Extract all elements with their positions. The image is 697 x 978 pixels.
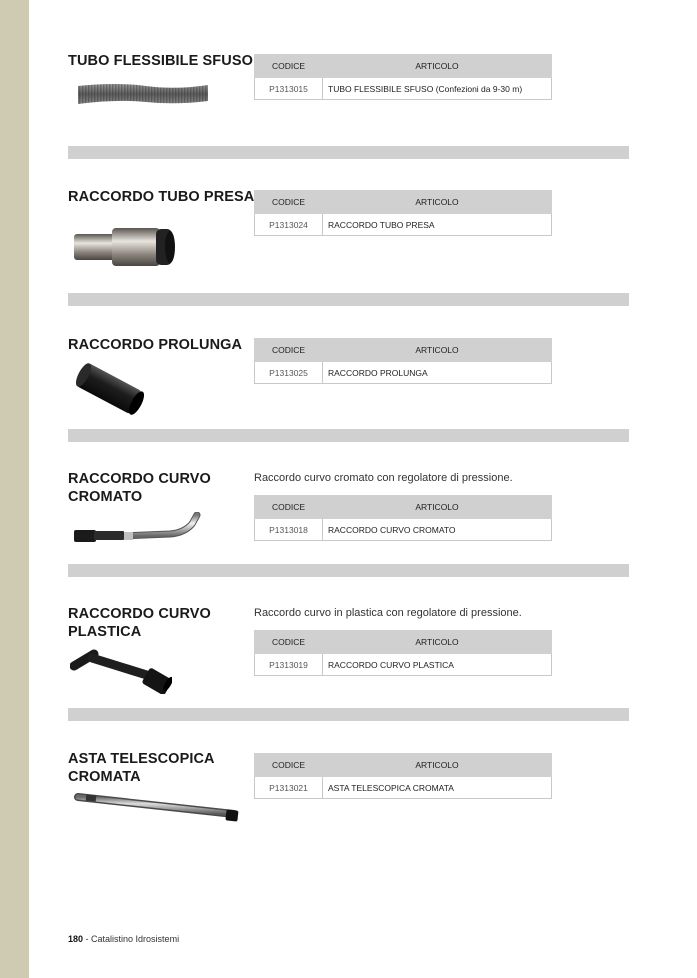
telescopic-wand-image <box>74 792 242 826</box>
column-header-article: ARTICOLO <box>323 631 552 654</box>
section-divider <box>68 293 629 306</box>
product-description: Raccordo curvo cromato con regolatore di pressione. <box>254 472 513 484</box>
product-title-line: ASTA TELESCOPICA <box>68 751 215 767</box>
column-header-article: ARTICOLO <box>323 55 552 78</box>
product-code: P1313015 <box>255 78 323 100</box>
product-article: ASTA TELESCOPICA CROMATA <box>323 777 552 799</box>
column-header-article: ARTICOLO <box>323 339 552 362</box>
product-title <box>68 336 242 354</box>
product-title-line: CROMATA <box>68 769 141 785</box>
product-code: P1313024 <box>255 214 323 236</box>
table-row <box>255 362 552 384</box>
flexible-hose-image <box>76 80 210 110</box>
column-header-code: CODICE <box>255 55 323 78</box>
product-code: P1313018 <box>255 519 323 541</box>
product-table <box>254 495 552 541</box>
product-title-line: CROMATO <box>68 489 143 505</box>
column-header-code: CODICE <box>255 631 323 654</box>
product-title-line: TUBO FLESSIBILE SFUSO <box>68 53 253 69</box>
table-row <box>255 654 552 676</box>
column-header-code: CODICE <box>255 496 323 519</box>
product-code: P1313019 <box>255 654 323 676</box>
footer-separator: - <box>83 934 92 944</box>
product-table <box>254 753 552 799</box>
column-header-code: CODICE <box>255 754 323 777</box>
product-title <box>68 750 215 786</box>
table-row <box>255 777 552 799</box>
column-header-article: ARTICOLO <box>323 191 552 214</box>
product-article: RACCORDO PROLUNGA <box>323 362 552 384</box>
catalog-name: Catalistino Idrosistemi <box>91 934 180 944</box>
table-row <box>255 214 552 236</box>
product-table <box>254 190 552 236</box>
curved-chrome-fitting-image <box>72 512 202 548</box>
curved-plastic-fitting-image <box>70 646 172 694</box>
table-row <box>255 78 552 100</box>
product-title <box>68 605 211 641</box>
product-title-line: RACCORDO PROLUNGA <box>68 337 243 353</box>
product-article: TUBO FLESSIBILE SFUSO (Confezioni da 9-30 m) <box>323 78 552 100</box>
product-title-line: RACCORDO CURVO <box>68 471 211 487</box>
product-table <box>254 630 552 676</box>
inlet-hose-fitting-image <box>72 224 178 272</box>
product-title-line: PLASTICA <box>68 624 142 640</box>
column-header-article: ARTICOLO <box>323 496 552 519</box>
section-divider <box>68 429 629 442</box>
column-header-article: ARTICOLO <box>323 754 552 777</box>
product-title-line: RACCORDO CURVO <box>68 606 211 622</box>
column-header-code: CODICE <box>255 339 323 362</box>
product-title <box>68 52 253 70</box>
page-number: 180 <box>68 934 84 944</box>
page-footer <box>68 934 179 944</box>
section-divider <box>68 708 629 721</box>
product-title <box>68 470 211 506</box>
section-divider <box>68 564 629 577</box>
column-header-code: CODICE <box>255 191 323 214</box>
section-divider <box>68 146 629 159</box>
product-article: RACCORDO CURVO PLASTICA <box>323 654 552 676</box>
product-title-line: RACCORDO TUBO PRESA <box>68 189 255 205</box>
product-code: P1313025 <box>255 362 323 384</box>
product-table <box>254 338 552 384</box>
product-article: RACCORDO TUBO PRESA <box>323 214 552 236</box>
product-code: P1313021 <box>255 777 323 799</box>
product-title <box>68 188 254 206</box>
product-description: Raccordo curvo in plastica con regolatore di pressione. <box>254 607 522 619</box>
extension-fitting-image <box>72 360 148 418</box>
table-row <box>255 519 552 541</box>
sidebar-strip <box>0 0 29 978</box>
product-table <box>254 54 552 100</box>
product-article: RACCORDO CURVO CROMATO <box>323 519 552 541</box>
